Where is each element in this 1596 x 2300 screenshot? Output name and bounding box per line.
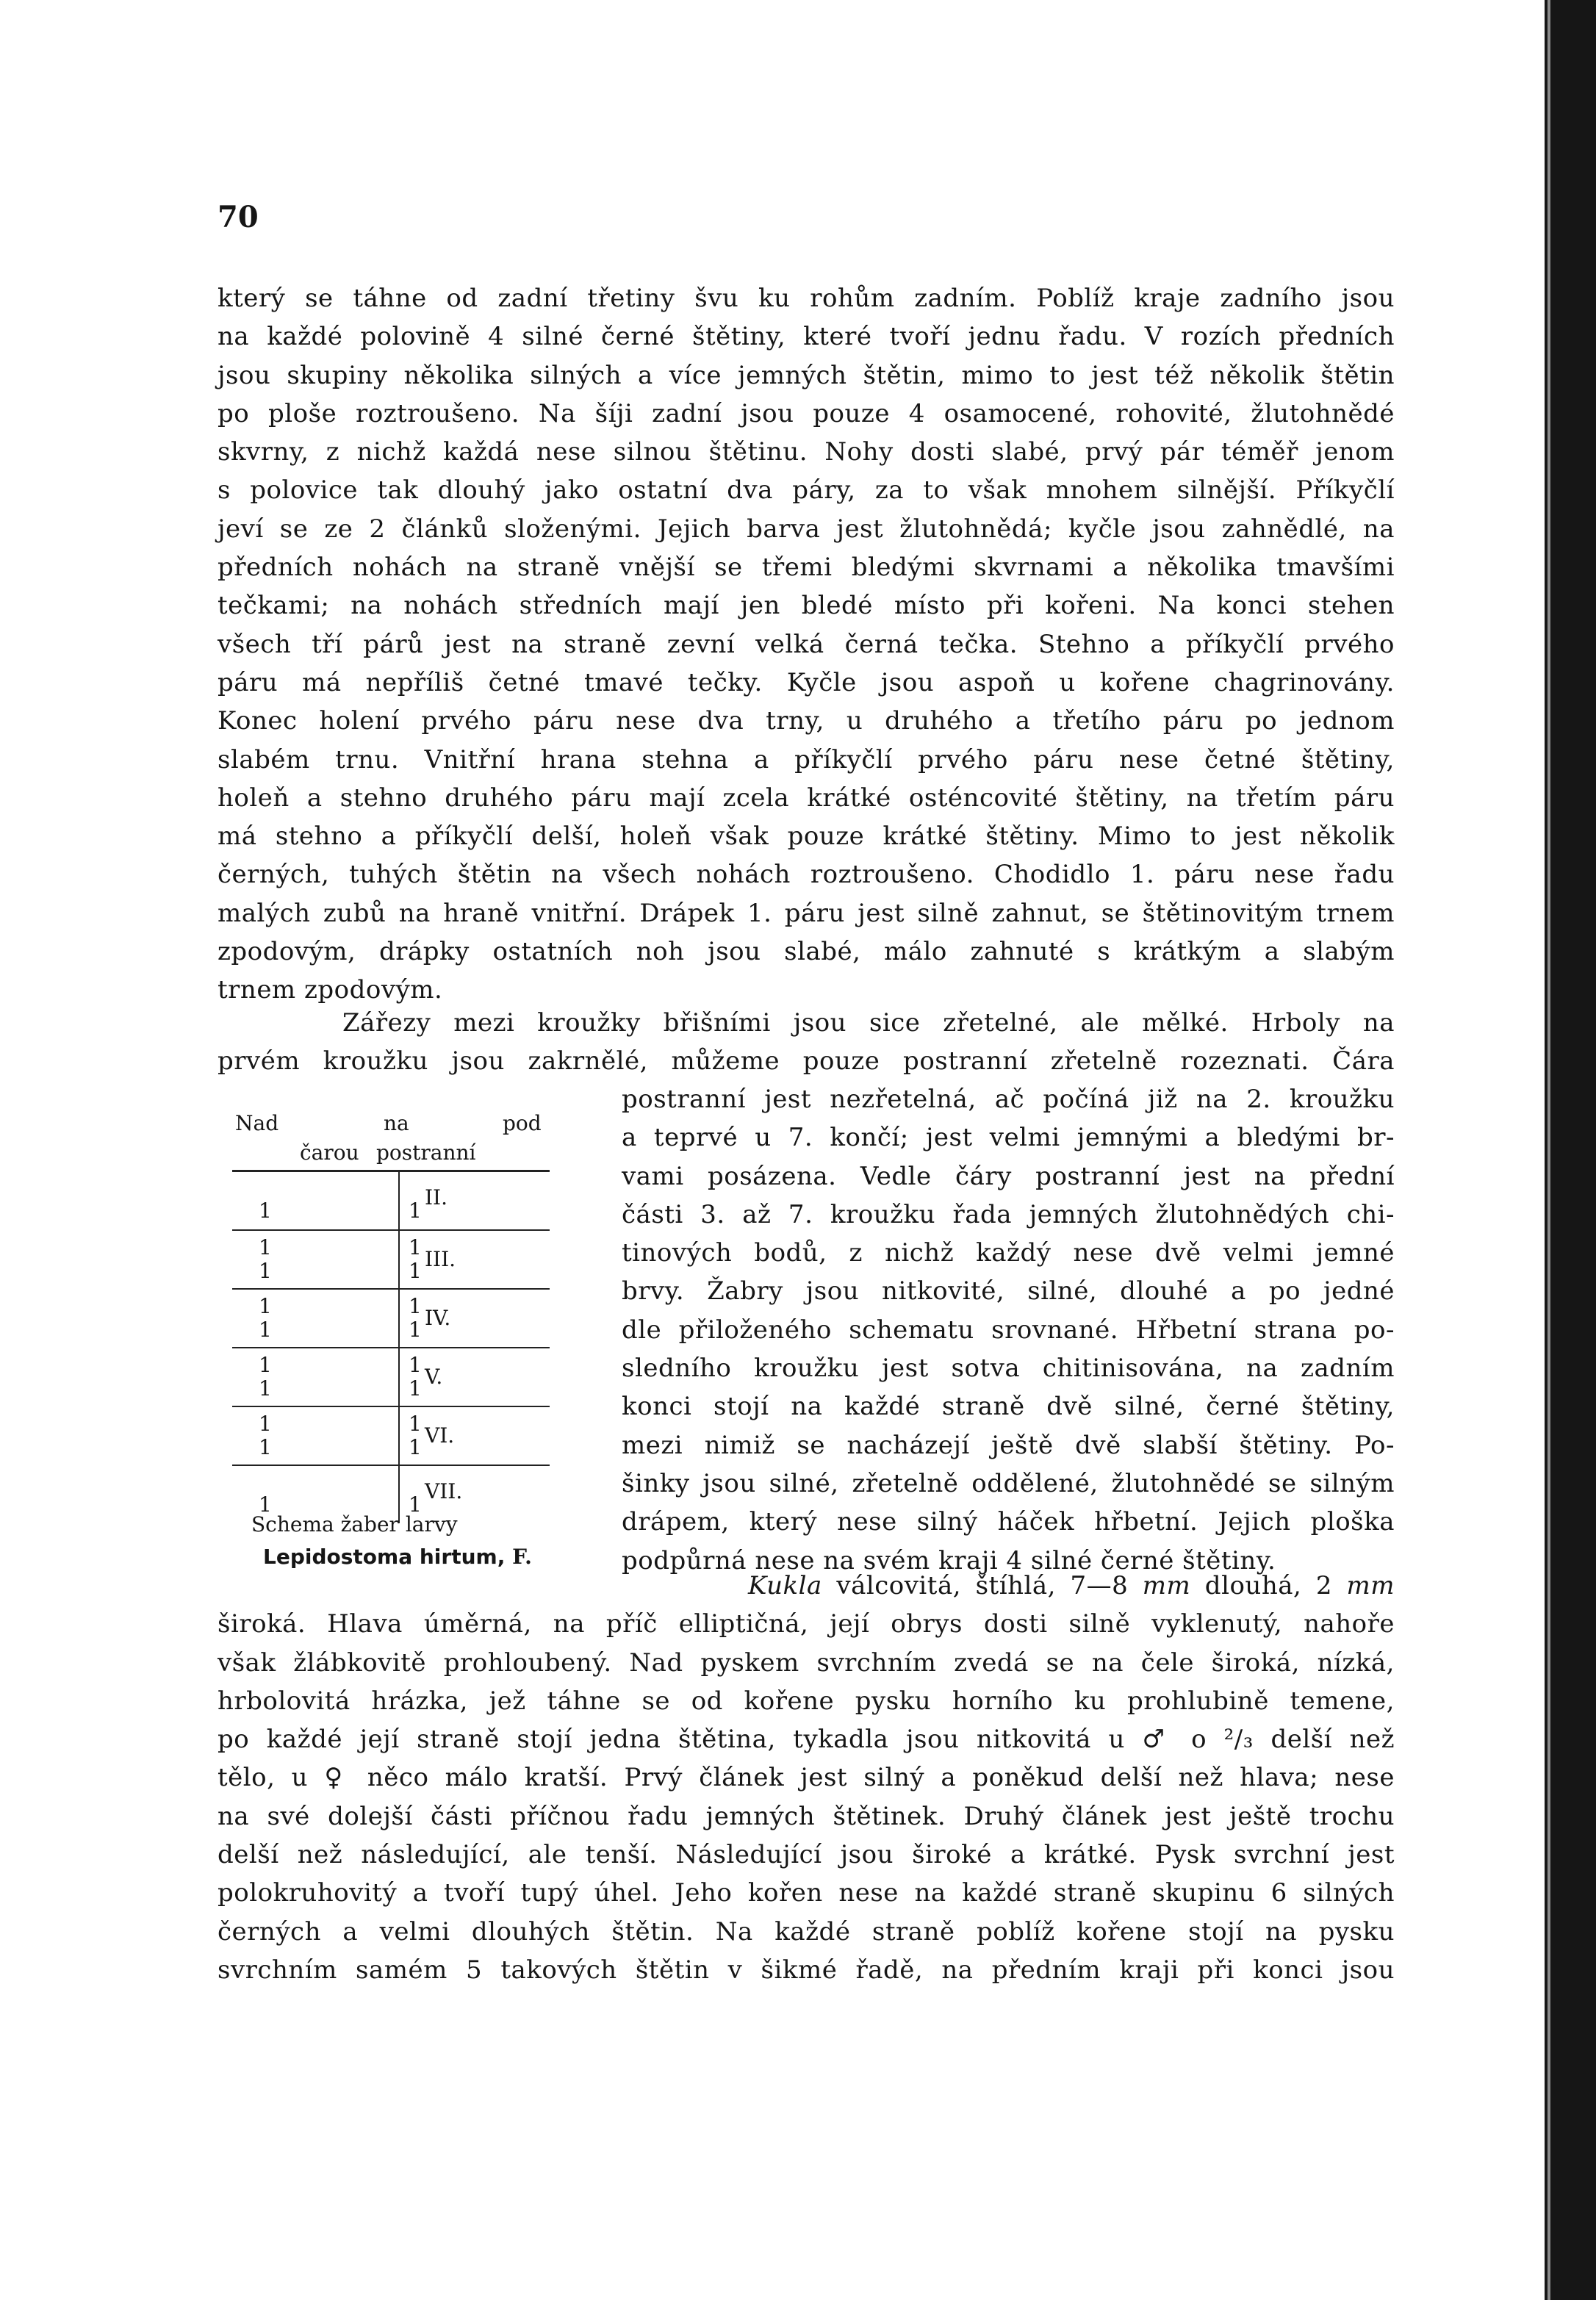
- text-line: polokruhovitý a tvoří tupý úhel. Jeho kořen nese na každé straně skupinu 6 silných: [218, 1878, 1395, 1908]
- text-line: páru má nepříliš četné tmavé tečky. Kyčle jsou aspoň u kořene chagrinovány.: [218, 667, 1395, 697]
- gill-count-above: 1: [259, 1492, 272, 1517]
- text-line: slabém trnu. Vnitřní hrana stehna a příkyčlí prvého páru nese četné štětiny,: [218, 744, 1395, 775]
- header-nad: Nad: [235, 1111, 279, 1135]
- lateral-line: [398, 1290, 400, 1347]
- segment-number: II.: [425, 1185, 448, 1210]
- paragraph-2-full-width: [218, 1004, 1395, 1081]
- header-na: na: [384, 1111, 409, 1135]
- text-line: na své dolejší části příčnou řadu jemných štětinek. Druhý článek jest ještě trochu: [218, 1801, 1395, 1831]
- gill-count-above: 1: [259, 1353, 272, 1377]
- text-line: hrbolovitá hrázka, jež táhne se od kořene pysku horního ku prohlubině temene,: [218, 1686, 1395, 1716]
- text-line: po každé její straně stojí jedna štětina, tykadla jsou nitkovitá u ♂ o ²/₃ delší než: [218, 1725, 1395, 1755]
- gill-count-below: 1: [409, 1198, 422, 1223]
- gill-table: [232, 1170, 550, 1523]
- lateral-line: [398, 1348, 400, 1406]
- gill-count-above: 1: [259, 1412, 272, 1436]
- text-line: delší než následující, ale tenší. Následující jsou široké a krátké. Pysk svrchní jest: [218, 1840, 1395, 1870]
- gill-count-above: 1: [259, 1435, 272, 1459]
- figure-caption-species: [263, 1545, 532, 1569]
- text-line: holeň a stehno druhého páru mají zcela krátké osténcovité štětiny, na třetím páru: [218, 783, 1395, 813]
- text-line: po ploše roztroušeno. Na šíji zadní jsou pouze 4 osamocené, rohovité, žlutohnědé: [218, 398, 1395, 428]
- gill-count-below: 1: [409, 1259, 422, 1283]
- gill-count-above: 1: [259, 1235, 272, 1259]
- text-line: skvrny, z nichž každá nese silnou štětinu. Nohy dosti slabé, prvý pár téměř jenom: [218, 437, 1395, 467]
- gill-row: [232, 1288, 550, 1347]
- text-line: černých a velmi dlouhých štětin. Na každé straně poblíž kořene stojí na pysku: [218, 1916, 1395, 1947]
- text-line: Konec holení prvého páru nese dva trny, u druhého a třetího páru po jednom: [218, 706, 1395, 736]
- text-line: jsou skupiny několika silných a více jemných štětin, mimo to jest též několik štětin: [218, 360, 1395, 390]
- text-fragment: válcovitá, štíhlá, 7—8: [822, 1571, 1143, 1600]
- scan-edge: [1545, 0, 1596, 2300]
- header-pod: pod: [503, 1111, 542, 1135]
- gill-count-below: 1: [409, 1294, 422, 1318]
- text-line: sledního kroužku jest sotva chitinisována, na zadním: [622, 1354, 1395, 1384]
- text-line: brvy. Žabry jsou nitkovité, silné, dlouhé a po jedné: [622, 1276, 1395, 1307]
- species-author: F.: [512, 1545, 532, 1569]
- text-line: tělo, u ♀ něco málo kratší. Prvý článek jest silný a poněkud delší než hlava; nese: [218, 1763, 1395, 1793]
- text-line: podpůrná nese na svém kraji 4 silné černé štětiny.: [622, 1545, 1276, 1575]
- text-line: který se táhne od zadní třetiny švu ku rohům zadním. Poblíž kraje zadního jsou: [218, 284, 1395, 313]
- gill-count-below: 1: [409, 1353, 422, 1377]
- scan-edge-highlight: [1548, 0, 1550, 2300]
- gill-count-above: 1: [259, 1294, 272, 1318]
- text-line: černých, tuhých štětin na všech nohách roztroušeno. Chodidlo 1. páru nese řadu: [218, 860, 1395, 890]
- text-line: mezi nimiž se nacházejí ještě dvě slabší štětiny. Po-: [622, 1430, 1395, 1460]
- gill-count-below: 1: [409, 1492, 422, 1517]
- header-postranni: postranní: [376, 1140, 476, 1165]
- header-carou: čarou: [300, 1140, 359, 1165]
- gill-count-above: 1: [259, 1259, 272, 1283]
- figure-header: [229, 1108, 553, 1170]
- text-line: tinových bodů, z nichž každý nese dvě velmi jemné: [622, 1238, 1395, 1268]
- text-line: Zářezy mezi kroužky břišními jsou sice zřetelné, ale mělké. Hrboly na: [342, 1008, 1395, 1038]
- text-line: postranní jest nezřetelná, ač počíná již na 2. kroužku: [622, 1085, 1395, 1114]
- text-line: dle přiloženého schematu srovnané. Hřbetní strana po-: [622, 1315, 1395, 1345]
- gill-count-above: 1: [259, 1376, 272, 1401]
- gill-count-below: 1: [409, 1235, 422, 1259]
- text-line: prvém kroužku jsou zakrnělé, můžeme pouze postranní zřetelně rozeznati. Čára: [218, 1046, 1395, 1077]
- lateral-line: [398, 1172, 400, 1229]
- text-line: však žlábkovitě prohloubený. Nad pyskem svrchním zvedá se na čele široká, nízká,: [218, 1647, 1395, 1678]
- gill-count-below: 1: [409, 1435, 422, 1459]
- species-name: Lepidostoma hirtum,: [263, 1545, 506, 1569]
- gill-row: [232, 1170, 550, 1229]
- lateral-line: [398, 1231, 400, 1288]
- gill-row: [232, 1406, 550, 1465]
- text-line: vami posázena. Vedle čáry postranní jest na přední: [622, 1161, 1395, 1191]
- lateral-line: [398, 1407, 400, 1465]
- text-line: části 3. až 7. kroužku řada jemných žlutohnědých chi-: [622, 1199, 1395, 1229]
- text-fragment: dlouhá, 2: [1190, 1571, 1347, 1600]
- text-line: svrchním samém 5 takových štětin v šikmé řadě, na předním kraji při konci jsou: [218, 1955, 1395, 1985]
- text-line: trnem zpodovým.: [218, 975, 443, 1005]
- text-line: drápem, který nese silný háček hřbetní. Jejich ploška: [622, 1507, 1395, 1537]
- text-line: má stehno a příkyčlí delší, holeň však pouze krátké štětiny. Mimo to jest několik: [218, 822, 1395, 852]
- gill-count-below: 1: [409, 1412, 422, 1436]
- paragraph-3: [218, 1567, 1395, 1989]
- page-number: 70: [218, 200, 259, 234]
- text-line: konci stojí na každé straně dvě silné, černé štětiny,: [622, 1392, 1395, 1422]
- figure-caption: Schema žaber larvy: [251, 1512, 458, 1537]
- text-line: zpodovým, drápky ostatních noh jsou slabé, málo zahnuté s krátkým a slabým: [218, 937, 1395, 967]
- term-kukla: Kukla: [748, 1571, 822, 1600]
- segment-number: VII.: [425, 1479, 463, 1503]
- text-line: šinky jsou silné, zřetelně oddělené, žlutohnědé se silným: [622, 1468, 1395, 1498]
- text-line: malých zubů na hraně vnitřní. Drápek 1. páru jest silně zahnut, se štětinovitým trnem: [218, 898, 1395, 928]
- text-line: všech tří párů jest na straně zevní velká černá tečka. Stehno a příkyčlí prvého: [218, 629, 1395, 659]
- gill-count-above: 1: [259, 1318, 272, 1342]
- gill-count-below: 1: [409, 1376, 422, 1401]
- text-line: široká. Hlava úměrná, na příč elliptičná, její obrys dosti silně vyklenutý, nahoře: [218, 1609, 1395, 1639]
- paragraph-3-lines: [218, 1605, 1395, 1989]
- unit-mm: mm: [1142, 1571, 1191, 1600]
- unit-mm: mm: [1346, 1571, 1395, 1600]
- segment-number: IV.: [425, 1306, 451, 1330]
- gill-row: [232, 1229, 550, 1288]
- text-line: jeví se ze 2 článků složenými. Jejich barva jest žlutohnědá; kyčle jsou zahnědlé, na: [218, 514, 1395, 544]
- gill-count-below: 1: [409, 1318, 422, 1342]
- gill-row: [232, 1347, 550, 1406]
- text-line: tečkami; na nohách středních mají jen bledé místo při kořeni. Na konci stehen: [218, 591, 1395, 621]
- text-line: s polovice tak dlouhý jako ostatní dva páry, za to však mnohem silnější. Příkyčlí: [218, 475, 1395, 506]
- paragraph-2-wrapped: [622, 1080, 1395, 1580]
- gill-count-above: 1: [259, 1198, 272, 1223]
- text-line: na každé polovině 4 silné černé štětiny, které tvoří jednu řadu. V rozích předních: [218, 322, 1395, 352]
- segment-number: III.: [425, 1247, 456, 1271]
- gill-schema-figure: [229, 1108, 553, 1593]
- paragraph-1: [218, 279, 1395, 1010]
- text-line: a teprvé u 7. končí; jest velmi jemnými a bledými br-: [622, 1123, 1395, 1153]
- text-line: předních nohách na straně vnější se třemi bledými skvrnami a několika tmavšími: [218, 553, 1395, 583]
- segment-number: V.: [425, 1365, 443, 1389]
- text-line: [218, 1567, 1395, 1605]
- segment-number: VI.: [425, 1423, 455, 1448]
